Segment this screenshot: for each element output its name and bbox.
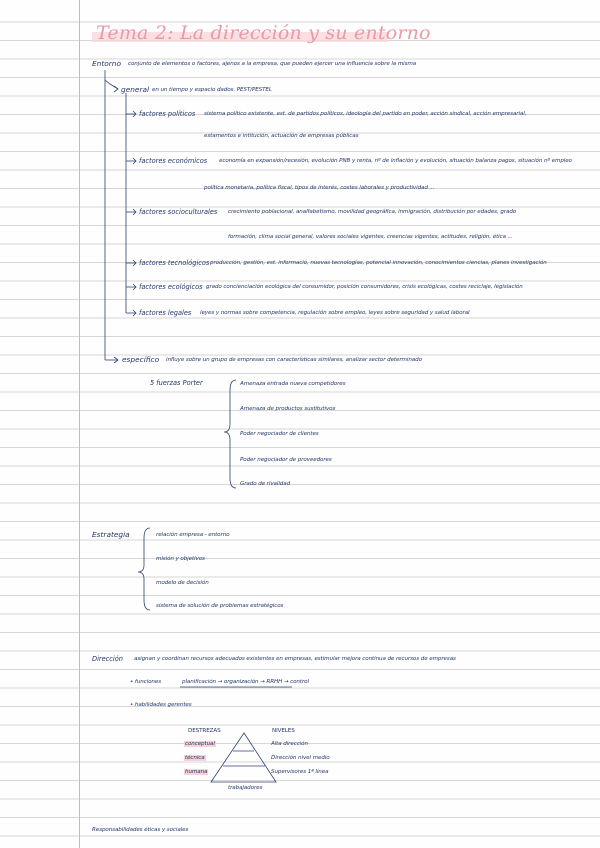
factor-ecologicos-label: factores ecológicos (139, 283, 203, 291)
factor-socioculturales-label: factores socioculturales (139, 208, 218, 216)
especifico-text: influye sobre un grupo de empresas con características similares, analizar sector determinado (166, 357, 422, 363)
factor-politicos-label: factores políticos (139, 110, 196, 118)
factor-socioculturales-line2: formación, clima social general, valores sociales vigentes, creencias vigentes, actitudes, religión, ética ... (228, 234, 513, 240)
pyramid-right-item: Supervisores 1ª línea (271, 769, 329, 775)
entorno-label: Entorno (92, 59, 122, 68)
factor-legales-line1: leyes y normas sobre competencia, regulación sobre empleo, leyes sobre seguridad y salud laboral (200, 310, 470, 316)
especifico-label: específico (122, 355, 160, 364)
factor-socioculturales-line1: crecimiento poblacional, analfabetismo, movilidad geográfica, inmigración, distribución por edades, grado (228, 209, 517, 215)
factor-politicos-line1: sistema político existente, est. de partidos políticos, ideología del partido en poder, acción sindical, acción empresarial, (204, 111, 527, 117)
factor-politicos-line2: estamentos e intitución, actuación de empresas públicas (204, 133, 359, 139)
pyramid-right-item: Dirección nivel medio (271, 755, 330, 761)
factor-economicos-label: factores económicos (139, 157, 208, 165)
porter-item: Amenaza de productos sustitutivos (240, 406, 336, 412)
general-text: en un tiempo y espacio dados. PEST/PESTEL (152, 87, 272, 93)
estrategia-item: modelo de decisión (156, 580, 209, 586)
factor-ecologicos-line1: grado concienciación ecológica del consumidor, posición consumidores, crisis ecológicas, costes reciclaje, legislación (206, 284, 523, 290)
pyramid-left-item (184, 770, 208, 776)
direccion-label: Dirección (92, 655, 123, 663)
porter-item: Poder negociador de clientes (240, 431, 319, 437)
entorno-definition: conjunto de elementos o factores, ajenos a la empresa, que pueden ejercer una influencia sobre la misma (128, 61, 417, 67)
porter-label: 5 fuerzas Porter (150, 379, 203, 387)
direccion-text: asignan y coordinan recursos adecuados existentes en empresas, estimular mejora continua de recursos de empresas (134, 656, 456, 662)
pyramid-right-item: Alta dirección (271, 741, 308, 747)
estrategia-item: relación empresa - entorno (156, 532, 230, 538)
pyramid-left-item-text: técnica (185, 755, 205, 761)
factor-tecnologicos-line1: producción, gestión, est. informació, nuevas tecnologías, potencial innovación, conocimientos ciencias, planes investigación (210, 260, 547, 266)
habilidades-label-text: habilidades gerentes (134, 702, 192, 708)
porter-item: Grado de rivalidad (240, 481, 291, 487)
funciones-flow: planificación → organización → RRHH → control (182, 679, 309, 685)
general-label: general (121, 85, 150, 94)
funciones-label-text: funciones (134, 679, 162, 685)
factor-economicos-line2: política monetaria, política fiscal, tipos de interés, costes laborales y productividad ... (204, 185, 435, 191)
porter-item: Amenaza entrada nueva competidores (240, 381, 346, 387)
factor-tecnologicos-label: factores tecnológicos (139, 259, 210, 267)
habilidades-label: • habilidades gerentes (130, 702, 192, 708)
pyramid-left-item-text: conceptual (185, 741, 215, 747)
estrategia-item: sistema de solución de problemas estratégicos (156, 603, 284, 609)
estrategia-item: misión y objetivos (156, 556, 205, 562)
pyramid-base-label: trabajadores (228, 785, 263, 791)
pyramid-left-item (184, 742, 216, 748)
porter-item: Poder negociador de proveedores (240, 457, 332, 463)
pyramid-right-header: NIVELES (272, 728, 295, 734)
factor-economicos-line1: economía en expansión/recesión, evolución PNB y renta, nº de inflación y evolución, situación balanza pagos, situación nº empleo (219, 158, 572, 164)
responsabilidades-heading: Responsabilidades éticas y sociales (92, 827, 189, 833)
pyramid-left-header: DESTREZAS (188, 728, 221, 734)
factor-legales-label: factores legales (139, 309, 192, 317)
pyramid-left-item-text: humana (185, 769, 208, 775)
funciones-label: • funciones (130, 679, 162, 685)
estrategia-label: Estrategia (92, 530, 130, 539)
page-title: Tema 2: La dirección y su entorno (96, 22, 431, 44)
pyramid-left-item (184, 756, 206, 762)
